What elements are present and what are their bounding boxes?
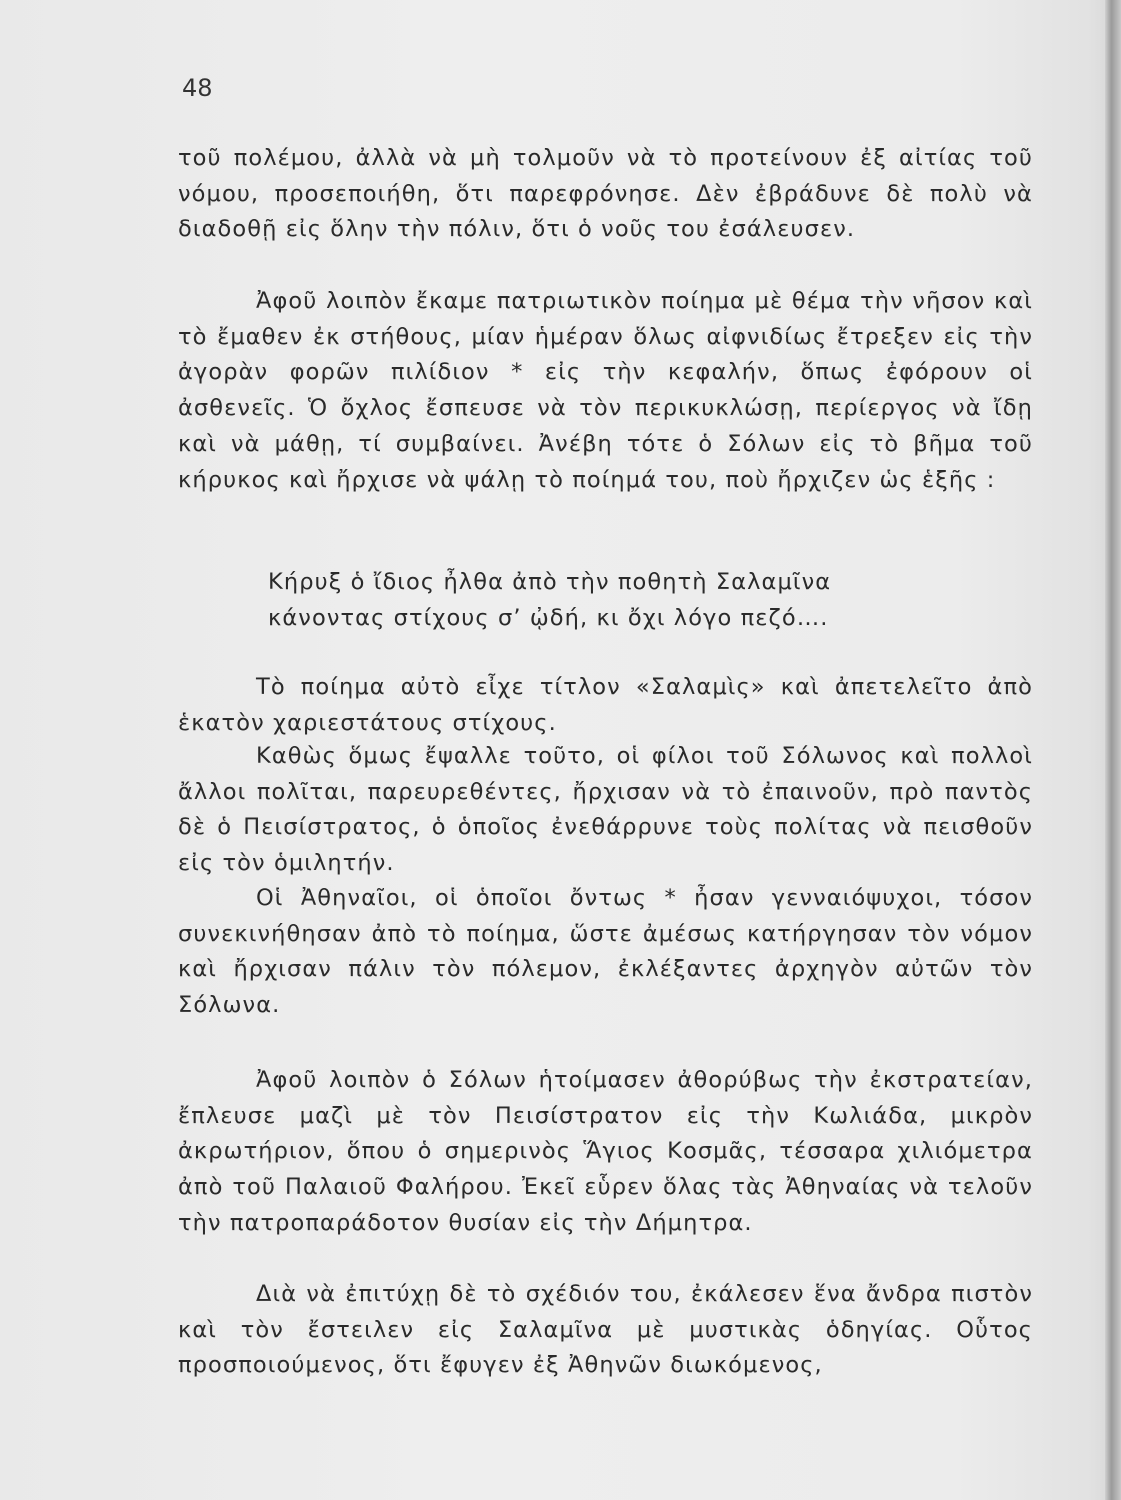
paragraph-4: Καθὼς ὅμως ἔψαλλε τοῦτο, οἱ φίλοι τοῦ Σόλωνος καὶ πολλοὶ ἄλλοι πολῖται, παρευρεθέντες, ἤρχισαν νὰ τὸ ἐπαινοῦν, πρὸ παντὸς δὲ ὁ Πεισίστρατος, ὁ ὁποῖος ἐνεθάρρυνε τοὺς πολίτας νὰ πεισθοῦν εἰς τὸν ὁμιλητήν.	[178, 743, 1033, 877]
verse-line-2: κάνοντας στίχους σ’ ᾠδή, κι ὄχι λόγο πεζό….	[268, 604, 829, 631]
verse-line-1: Κήρυξ ὁ ἴδιος ἦλθα ἀπὸ τὴν ποθητὴ Σαλαμῖνα	[268, 569, 832, 595]
paragraph-1: τοῦ πολέμου, ἀλλὰ νὰ μὴ τολμοῦν νὰ τὸ προτείνουν ἐξ αἰτίας τοῦ νόμου, προσεποιήθη, ὅτι παρεφρόνησε. Δὲν ἐβράδυνε δὲ πολὺ νὰ διαδοθῇ εἰς ὅλην τὴν πόλιν, ὅτι ὁ νοῦς του ἐσάλευσεν.	[178, 145, 1033, 243]
paragraph-3: Τὸ ποίημα αὐτὸ εἶχε τίτλον «Σαλαμὶς» καὶ ἀπετελεῖτο ἀπὸ ἑκατὸν χαριεστάτους στίχους.	[178, 674, 1033, 736]
paragraph-7: Διὰ νὰ ἐπιτύχῃ δὲ τὸ σχέδιόν του, ἐκάλεσεν ἕνα ἄνδρα πιστὸν καὶ τὸν ἔστειλεν εἰς Σαλαμῖνα μὲ μυστικὰς ὁδηγίας. Οὗτος προσποιούμενος, ὅτι ἔφυγεν ἐξ Ἀθηνῶν διωκόμενος,	[178, 1281, 1033, 1379]
page-edge-shadow	[1105, 0, 1121, 1500]
verse-quote	[268, 565, 968, 636]
paragraph-6: Ἀφοῦ λοιπὸν ὁ Σόλων ἡτοίμασεν ἀθορύβως τὴν ἐκστρατείαν, ἔπλευσε μαζὶ μὲ τὸν Πεισίστρατον εἰς τὴν Κωλιάδα, μικρὸν ἀκρωτήριον, ὅπου ὁ σημερινὸς Ἅγιος Κοσμᾶς, τέσσαρα χιλιόμετρα ἀπὸ τοῦ Παλαιοῦ Φαλήρου. Ἐκεῖ εὗρεν ὅλας τὰς Ἀθηναίας νὰ τελοῦν τὴν πατροπαράδοτον θυσίαν εἰς τὴν Δήμητρα.	[178, 1067, 1033, 1236]
page-number: 48	[182, 74, 213, 102]
paragraph-5: Οἱ Ἀθηναῖοι, οἱ ὁποῖοι ὄντως * ἦσαν γενναιόψυχοι, τόσον συνεκινήθησαν ἀπὸ τὸ ποίημα, ὥστε ἀμέσως κατήργησαν τὸν νόμον καὶ ἤρχισαν πάλιν τὸν πόλεμον, ἐκλέξαντες ἀρχηγὸν αὐτῶν τὸν Σόλωνα.	[178, 885, 1033, 1019]
paragraph-2: Ἀφοῦ λοιπὸν ἔκαμε πατριωτικὸν ποίημα μὲ θέμα τὴν νῆσον καὶ τὸ ἔμαθεν ἐκ στήθους, μίαν ἡμέραν ὅλως αἰφνιδίως ἔτρεξεν εἰς τὴν ἀγορὰν φορῶν πιλίδιον * εἰς τὴν κεφαλήν, ὅπως ἐφόρουν οἱ ἀσθενεῖς. Ὁ ὄχλος ἔσπευσε νὰ τὸν περικυκλώσῃ, περίεργος νὰ ἴδῃ καὶ νὰ μάθῃ, τί συμβαίνει. Ἀνέβη τότε ὁ Σόλων εἰς τὸ βῆμα τοῦ κήρυκος καὶ ἤρχισε νὰ ψάλῃ τὸ ποίημά του, ποὺ ἤρχιζεν ὡς ἑξῆς :	[178, 288, 1033, 493]
